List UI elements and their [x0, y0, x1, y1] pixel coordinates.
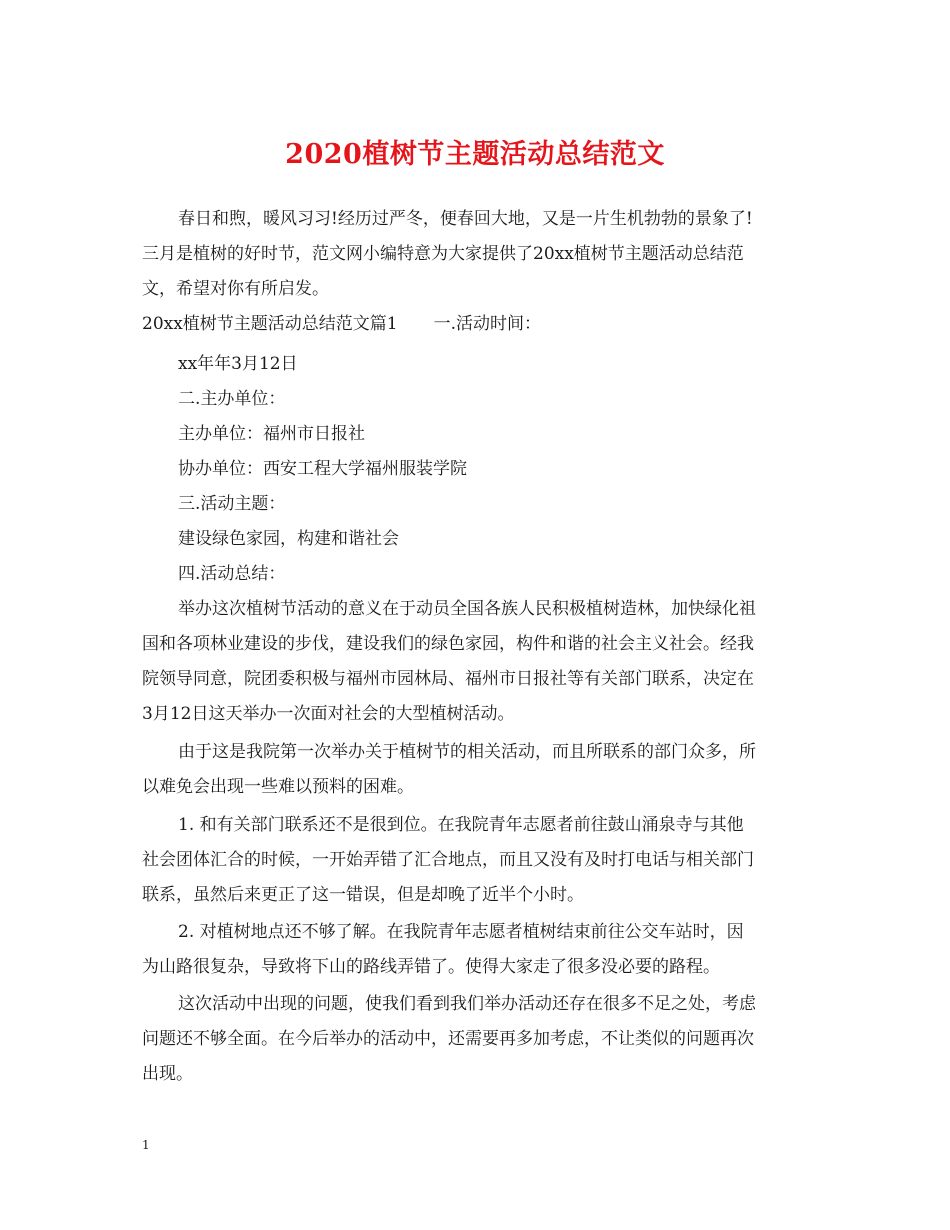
paragraph-line: 问题还不够全面。在今后举办的活动中，还需要再多加考虑，不让类似的问题再次 — [142, 1029, 754, 1049]
paragraph-line: 这次活动中出现的问题，使我们看到我们举办活动还存在很多不足之处，考虑 — [178, 994, 756, 1014]
document-title: 2020植树节主题活动总结范文 — [285, 139, 665, 170]
paragraph-line: 以难免会出现一些难以预料的困难。 — [142, 777, 414, 797]
paragraph-line: 院领导同意，院团委积极与福州市园林局、福州市日报社等有关部门联系，决定在 — [142, 669, 754, 689]
paragraph-line: 国和各项林业建设的步伐，建设我们的绿色家园，构件和谐的社会主义社会。经我 — [142, 634, 754, 654]
section-heading: 三.活动主题： — [178, 494, 286, 514]
paragraph-line: xx年年3月12日 — [178, 354, 298, 374]
paragraph-line: 建设绿色家园，构建和谐社会 — [178, 529, 399, 549]
paragraph-line: 联系，虽然后来更正了这一错误，但是却晚了近半个小时。 — [142, 885, 584, 905]
paragraph-line: 为山路很复杂，导致将下山的路线弄错了。使得大家走了很多没必要的路程。 — [142, 957, 720, 977]
paragraph-line: 主办单位：福州市日报社 — [178, 424, 365, 444]
paragraph-line: 协办单位：西安工程大学福州服装学院 — [178, 459, 467, 479]
paragraph-line: 出现。 — [142, 1064, 193, 1084]
paragraph-line: 三月是植树的好时节，范文网小编特意为大家提供了20xx植树节主题活动总结范 — [142, 244, 744, 264]
paragraph-line: 3月12日这天举办一次面对社会的大型植树活动。 — [142, 704, 515, 724]
paragraph-line: 文，希望对你有所启发。 — [142, 279, 329, 299]
section-heading: 二.主办单位： — [178, 389, 286, 409]
paragraph-line: 1. 和有关部门联系还不是很到位。在我院青年志愿者前往鼓山涌泉寺与其他 — [178, 815, 744, 835]
paragraph-line: 春日和煦，暖风习习!经历过严冬，便春回大地，又是一片生机勃勃的景象了! — [178, 209, 753, 229]
paragraph-line: 举办这次植树节活动的意义在于动员全国各族人民积极植树造林，加快绿化祖 — [178, 599, 756, 619]
section-heading: 四.活动总结： — [178, 564, 286, 584]
paragraph-line: 2. 对植树地点还不够了解。在我院青年志愿者植树结束前往公交车站时，因 — [178, 922, 744, 942]
paragraph-line: 社会团体汇合的时候，一开始弄错了汇合地点，而且又没有及时打电话与相关部门 — [142, 850, 754, 870]
article-heading: 20xx植树节主题活动总结范文篇1 — [142, 314, 398, 334]
section-heading: 一.活动时间： — [433, 314, 542, 334]
paragraph-line: 由于这是我院第一次举办关于植树节的相关活动，而且所联系的部门众多，所 — [178, 742, 756, 762]
page-number: 1 — [142, 1138, 150, 1152]
section-heading-line — [142, 312, 541, 336]
